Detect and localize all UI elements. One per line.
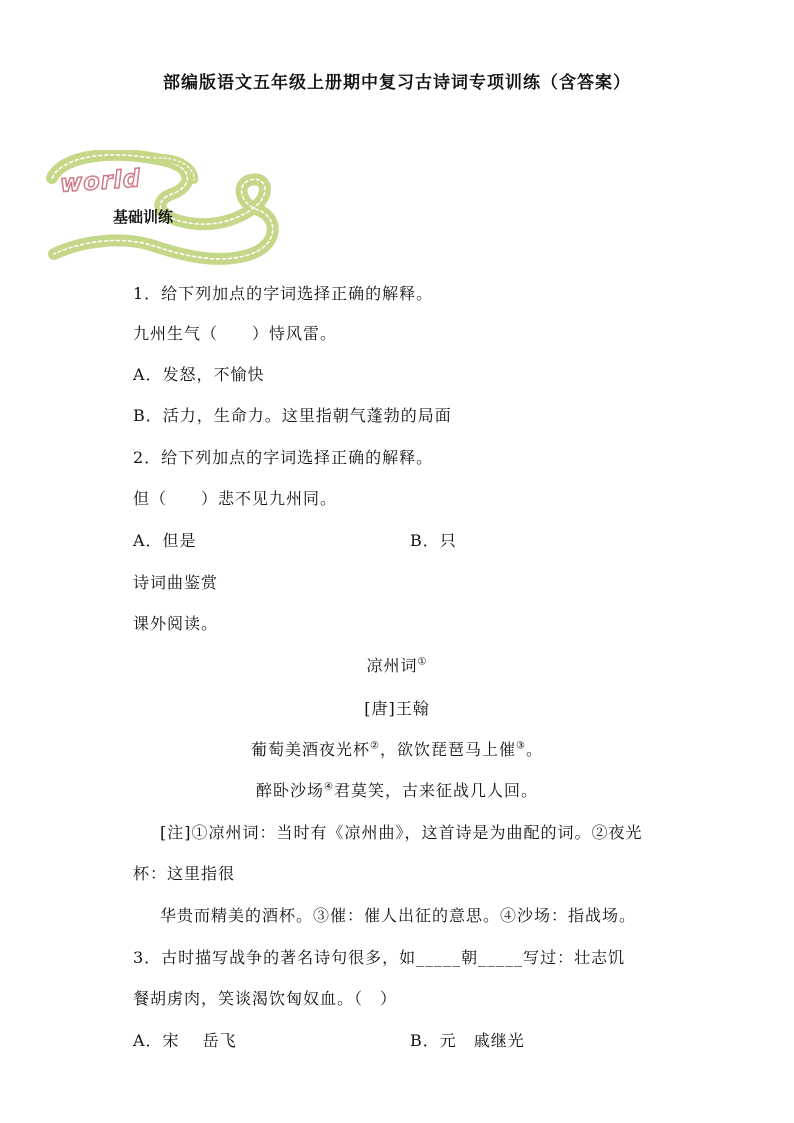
question-1-option-b: B．活力，生命力。这里指朝气蓬勃的局面 <box>133 406 452 425</box>
poem-line-1-note2: ③ <box>516 740 526 752</box>
notes-line-1: [注]①凉州词：当时有《凉州曲》，这首诗是为曲配的词。②夜光 <box>160 823 643 842</box>
poem-line-2-note: ④ <box>324 781 334 793</box>
section-heading: 诗词曲鉴赏 <box>133 573 219 592</box>
question-3-stem-2: 餐胡虏肉，笑谈渴饮匈奴血。（ ） <box>133 989 398 1008</box>
poem-line-1-note: ② <box>370 740 380 752</box>
question-1-option-a: A．发怒，不愉快 <box>133 365 265 384</box>
poem-line-2-a: 醉卧沙场 <box>256 781 325 800</box>
poem-line-1-c: 。 <box>525 740 543 759</box>
poem-line-1 <box>0 737 794 760</box>
poem-line-2-b: 君莫笑，古来征战几人回。 <box>333 781 538 800</box>
poem-title-note: ① <box>417 656 428 668</box>
poem-title <box>0 653 794 676</box>
section-sub: 课外阅读。 <box>133 614 219 633</box>
question-2-stem: 2．给下列加点的字词选择正确的解释。 <box>133 448 434 467</box>
poem-author: [唐]王翰 <box>364 699 430 718</box>
poem-line-2 <box>0 778 794 801</box>
question-3-stem-1: 3．古时描写战争的著名诗句很多，如_____朝_____写过：壮志饥 <box>133 948 626 967</box>
page-title: 部编版语文五年级上册期中复习古诗词专项训练（含答案） <box>163 73 631 93</box>
question-2-option-b: B．只 <box>410 531 457 550</box>
question-2-line: 但（ ）悲不见九州同。 <box>133 489 338 508</box>
poem-title-text: 凉州词 <box>366 656 418 675</box>
question-1-stem: 1．给下列加点的字词选择正确的解释。 <box>133 284 434 303</box>
section-badge <box>44 150 284 270</box>
notes-line-2: 杯：这里指很 <box>133 864 236 883</box>
poem-line-1-a: 葡萄美酒夜光杯 <box>251 740 371 759</box>
question-1-line: 九州生气（ ）恃风雷。 <box>133 324 338 343</box>
question-2-option-a: A．但是 <box>133 531 197 550</box>
badge-word: world <box>59 164 142 198</box>
badge-label: 基础训练 <box>113 208 174 226</box>
poem-line-1-b: ，欲饮琵琶马上催 <box>379 740 516 759</box>
notes-line-3: 华贵而精美的酒杯。③催：催人出征的意思。④沙场：指战场。 <box>160 906 637 925</box>
question-3-option-a: A．宋 岳飞 <box>133 1031 237 1050</box>
question-3-option-b: B．元 戚继光 <box>410 1031 525 1050</box>
